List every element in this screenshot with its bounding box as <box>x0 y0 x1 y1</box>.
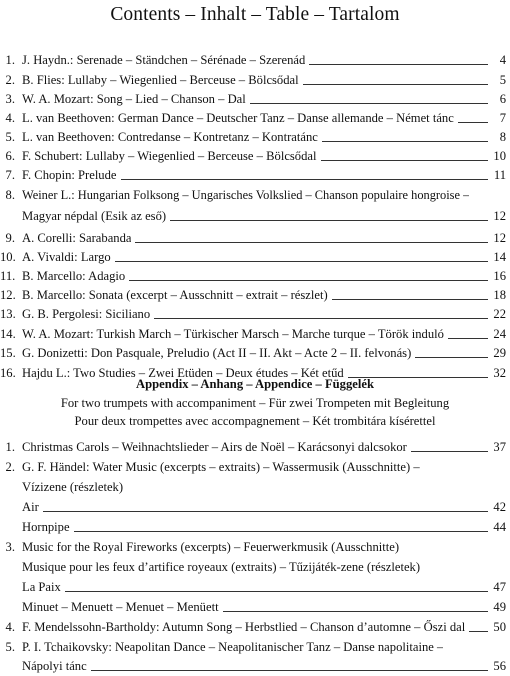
appendix-entry-row <box>0 577 510 597</box>
contents-entry-row <box>0 108 510 128</box>
appendix-entry-title: Nápolyi tánc <box>22 659 87 673</box>
contents-entry-page-number: 10 <box>493 149 506 163</box>
contents-entry-row <box>0 285 510 305</box>
contents-entry-page-number: 18 <box>493 288 506 302</box>
contents-entry-title: W. A. Mozart: Turkish March – Türkischer Marsch – Marche turque – Török induló <box>22 327 444 341</box>
contents-entry-leader-line <box>321 160 489 161</box>
appendix-entry-number: 1. <box>5 440 15 454</box>
appendix-entry-row <box>0 597 510 617</box>
contents-entry-number: 14. <box>0 327 16 341</box>
appendix-entry-row <box>0 537 510 557</box>
appendix-subtitle-2: Pour deux trompettes avec accompagnement – Két trombitára kísérettel <box>74 414 436 428</box>
page-title: Contents – Inhalt – Table – Tartalom <box>110 4 400 25</box>
contents-entry-leader-line <box>303 84 488 85</box>
contents-entry-row <box>0 324 510 344</box>
contents-entry-number: 2. <box>5 73 15 87</box>
contents-entry-page-number: 12 <box>493 209 506 223</box>
contents-entry-title: Weiner L.: Hungarian Folksong – Ungarisches Volkslied – Chanson populaire hongroise – <box>22 188 470 202</box>
contents-entry-title: W. A. Mozart: Song – Lied – Chanson – Dal <box>22 92 246 106</box>
contents-entry-row <box>0 89 510 109</box>
appendix-entry-title: F. Mendelssohn-Bartholdy: Autumn Song – Herbstlied – Chanson d’automne – Őszi dal <box>22 620 466 634</box>
contents-entry-row <box>0 146 510 166</box>
contents-entry-page-number: 11 <box>493 168 506 182</box>
contents-entry-number: 8. <box>5 188 15 202</box>
contents-entry-number: 10. <box>0 250 16 264</box>
contents-entry-page-number: 16 <box>493 269 506 283</box>
contents-entry-title: B. Flies: Lullaby – Wiegenlied – Berceuse – Bölcsődal <box>22 73 299 87</box>
contents-entry-row <box>0 206 510 226</box>
appendix-entry-row <box>0 637 510 657</box>
contents-entry-leader-line <box>415 357 488 358</box>
contents-entry-title: L. van Beethoven: German Dance – Deutscher Tanz – Danse allemande – Német tánc <box>22 111 454 125</box>
appendix-entry-page-number: 44 <box>493 520 506 534</box>
contents-entry-number: 3. <box>5 92 15 106</box>
contents-entry-leader-line <box>448 338 488 339</box>
contents-entry-row <box>0 165 510 185</box>
appendix-heading: Appendix – Anhang – Appendice – Függelék <box>136 377 374 391</box>
appendix-entry-page-number: 37 <box>493 440 506 454</box>
contents-entry-title: A. Vivaldi: Largo <box>22 250 111 264</box>
appendix-entry-title: Hornpipe <box>22 520 70 534</box>
contents-entry-page-number: 29 <box>493 346 506 360</box>
appendix-entry-leader-line <box>411 451 488 452</box>
contents-entry-title: Magyar népdal (Esik az eső) <box>22 209 167 223</box>
contents-entry-row <box>0 185 510 205</box>
appendix-entry-number: 4. <box>5 620 15 634</box>
appendix-entry-row <box>0 477 510 497</box>
contents-entry-row <box>0 247 510 267</box>
contents-entry-leader-line <box>121 179 489 180</box>
contents-entry-page-number: 6 <box>499 92 506 106</box>
appendix-entry-row <box>0 557 510 577</box>
contents-entry-page-number: 4 <box>499 53 506 67</box>
contents-entry-page-number: 24 <box>493 327 506 341</box>
contents-entry-title: Hajdu L.: Two Studies – Zwei Etüden – Deux études – Két etűd <box>22 366 344 380</box>
contents-entry-number: 6. <box>5 149 15 163</box>
contents-entry-row <box>0 127 510 147</box>
appendix-entry-title: Minuet – Menuett – Menuet – Menüett <box>22 600 219 614</box>
contents-entry-number: 5. <box>5 130 15 144</box>
appendix-entry-row <box>0 656 510 676</box>
appendix-entry-leader-line <box>74 531 488 532</box>
contents-entry-leader-line <box>458 122 488 123</box>
contents-entry-number: 15. <box>0 346 16 360</box>
contents-entry-leader-line <box>135 242 488 243</box>
contents-entry-page-number: 7 <box>499 111 506 125</box>
appendix-entry-title: Musique pour les feux d’artifice royeaux (extraits) – Tűzijáték-zene (részletek) <box>22 560 421 574</box>
contents-entry-leader-line <box>129 280 488 281</box>
contents-entry-row <box>0 343 510 363</box>
contents-entry-title: J. Haydn.: Serenade – Ständchen – Sérénade – Szerenád <box>22 53 306 67</box>
appendix-entry-title: Music for the Royal Fireworks (excerpts) – Feuerwerkmusik (Ausschnitte) <box>22 540 400 554</box>
appendix-entry-leader-line <box>65 591 488 592</box>
appendix-entry-row <box>0 497 510 517</box>
appendix-entry-row <box>0 617 510 637</box>
contents-entry-title: F. Chopin: Prelude <box>22 168 117 182</box>
contents-entry-page-number: 12 <box>493 231 506 245</box>
appendix-entry-row <box>0 517 510 537</box>
appendix-entry-title: P. I. Tchaikovsky: Neapolitan Dance – Neapolitanischer Tanz – Danse napolitaine – <box>22 640 444 654</box>
contents-entry-number: 16. <box>0 366 16 380</box>
contents-entry-page-number: 22 <box>493 307 506 321</box>
contents-entry-number: 4. <box>5 111 15 125</box>
contents-entry-title: F. Schubert: Lullaby – Wiegenlied – Berceuse – Bölcsődal <box>22 149 317 163</box>
appendix-entry-page-number: 56 <box>493 659 506 673</box>
appendix-entry-title: La Paix <box>22 580 61 594</box>
appendix-entry-title: Air <box>22 500 39 514</box>
contents-entry-number: 1. <box>5 53 15 67</box>
contents-entry-leader-line <box>170 220 488 221</box>
contents-entry-title: G. B. Pergolesi: Siciliano <box>22 307 151 321</box>
contents-entry-row <box>0 304 510 324</box>
contents-entry-leader-line <box>250 103 488 104</box>
appendix-entry-page-number: 49 <box>493 600 506 614</box>
appendix-subtitle-1: For two trumpets with accompaniment – Für zwei Trompeten mit Begleitung <box>60 396 450 410</box>
contents-entry-leader-line <box>322 141 488 142</box>
contents-entry-page-number: 8 <box>499 130 506 144</box>
contents-entry-row <box>0 266 510 286</box>
appendix-entry-page-number: 50 <box>493 620 506 634</box>
contents-entry-page-number: 5 <box>499 73 506 87</box>
contents-entry-number: 7. <box>5 168 15 182</box>
appendix-entry-leader-line <box>469 631 488 632</box>
appendix-entry-title: G. F. Händel: Water Music (excerpts – extraits) – Wassermusik (Ausschnitte) – <box>22 460 420 474</box>
contents-entry-title: G. Donizetti: Don Pasquale, Preludio (Act II – II. Akt – Acte 2 – II. felvonás) <box>22 346 412 360</box>
appendix-entry-page-number: 42 <box>493 500 506 514</box>
contents-entry-title: B. Marcello: Adagio <box>22 269 126 283</box>
contents-entry-leader-line <box>309 64 488 65</box>
contents-entry-number: 11. <box>0 269 16 283</box>
contents-entry-row <box>0 70 510 90</box>
appendix-entry-leader-line <box>43 511 488 512</box>
contents-entry-number: 9. <box>5 231 15 245</box>
contents-entry-title: B. Marcello: Sonata (excerpt – Ausschnitt – extrait – részlet) <box>22 288 328 302</box>
appendix-entry-title: Christmas Carols – Weihnachtslieder – Airs de Noël – Karácsonyi dalcsokor <box>22 440 407 454</box>
contents-entry-leader-line <box>115 261 488 262</box>
contents-entry-row <box>0 50 510 70</box>
appendix-entry-number: 3. <box>5 540 15 554</box>
contents-entry-title: A. Corelli: Sarabanda <box>22 231 132 245</box>
contents-entry-row <box>0 228 510 248</box>
contents-entry-page-number: 32 <box>493 366 506 380</box>
appendix-entry-number: 5. <box>5 640 15 654</box>
appendix-entry-number: 2. <box>5 460 15 474</box>
contents-entry-title: L. van Beethoven: Contredanse – Kontretanz – Kontratánc <box>22 130 318 144</box>
appendix-entry-page-number: 47 <box>493 580 506 594</box>
contents-entry-leader-line <box>332 299 488 300</box>
appendix-entry-row <box>0 457 510 477</box>
contents-entry-number: 13. <box>0 307 16 321</box>
appendix-entry-leader-line <box>91 670 488 671</box>
appendix-entry-title: Vízizene (részletek) <box>22 480 124 494</box>
contents-entry-leader-line <box>154 318 488 319</box>
appendix-entry-leader-line <box>223 611 488 612</box>
contents-entry-page-number: 14 <box>493 250 506 264</box>
appendix-entry-row <box>0 437 510 457</box>
contents-entry-number: 12. <box>0 288 16 302</box>
